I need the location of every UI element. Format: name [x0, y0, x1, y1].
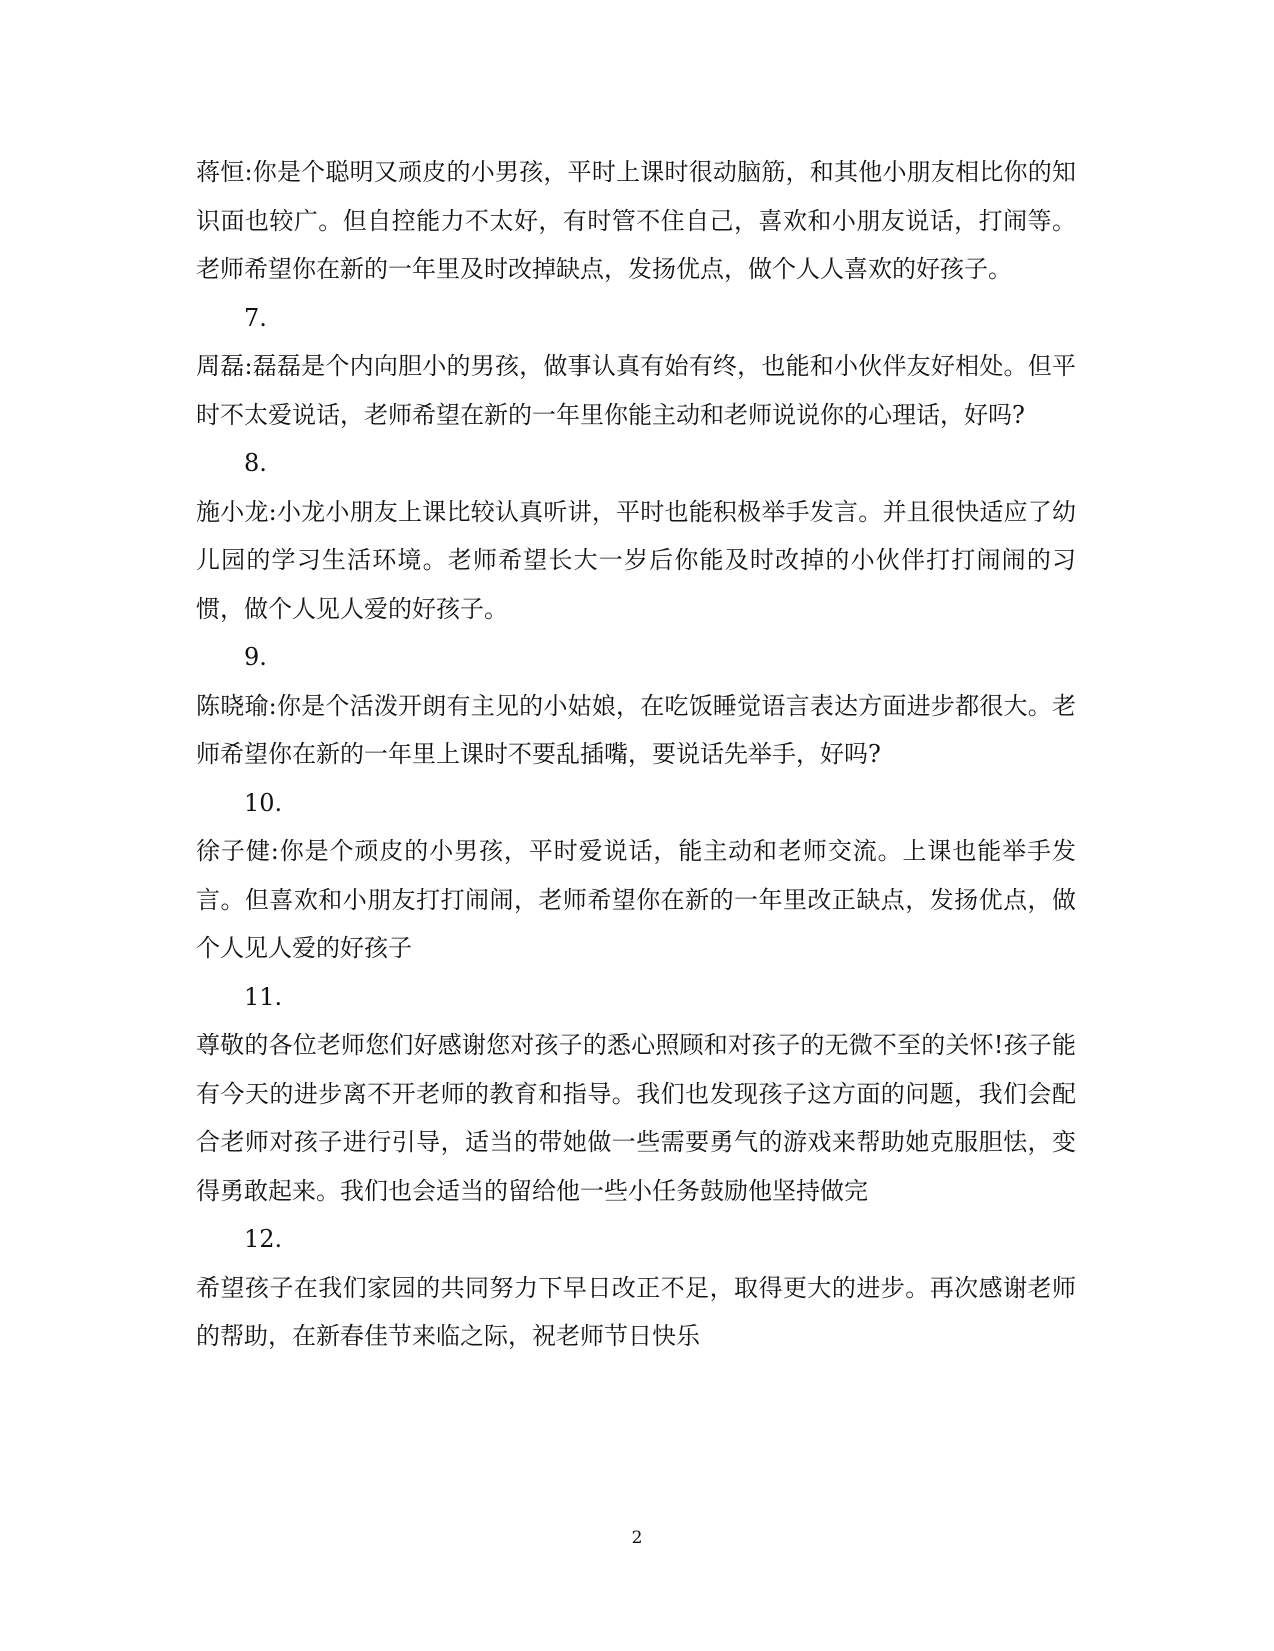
paragraph-xu-zijian: 徐子健:你是个顽皮的小男孩，平时爱说话，能主动和老师交流。上课也能举手发言。但喜欢和小朋友打打闹闹，老师希望你在新的一年里改正缺点，发扬优点，做个人见人爱的好孩子 [196, 837, 1076, 962]
item-number-9: 9. [244, 643, 267, 671]
paragraph-jiang-heng: 蒋恒:你是个聪明又顽皮的小男孩，平时上课时很动脑筋，和其他小朋友相比你的知识面也较广。但自控能力不太好，有时管不住自己，喜欢和小朋友说话，打闹等。老师希望你在新的一年里及时改掉缺点，发扬优点，做个人人喜欢的好孩子。 [196, 158, 1076, 283]
paragraph-shi-xiaolong: 施小龙:小龙小朋友上课比较认真听讲，平时也能积极举手发言。并且很快适应了幼儿园的学习生活环境。老师希望长大一岁后你能及时改掉的小伙伴打打闹闹的习惯，做个人见人爱的好孩子。 [196, 497, 1076, 623]
item-number-12: 12. [244, 1225, 283, 1253]
item-number-8: 8. [244, 449, 267, 477]
paragraph-parent-thanks: 尊敬的各位老师您们好感谢您对孩子的悉心照顾和对孩子的无微不至的关怀!孩子能有今天的进步离不开老师的教育和指导。我们也发现孩子这方面的问题，我们会配合老师对孩子进行引导，适当的带她做一些需要勇气的游戏来帮助她克服胆怯，变得勇敢起来。我们也会适当的留给他一些小任务鼓励他坚持做完 [196, 1031, 1076, 1205]
item-number-7: 7. [244, 303, 267, 332]
page-number: 2 [631, 1528, 643, 1548]
paragraph-new-year-wishes: 希望孩子在我们家园的共同努力下早日改正不足，取得更大的进步。再次感谢老师的帮助，在新春佳节来临之际，祝老师节日快乐 [196, 1273, 1076, 1350]
paragraph-chen-xiaoyu: 陈晓瑜:你是个活泼开朗有主见的小姑娘，在吃饭睡觉语言表达方面进步都很大。老师希望你在新的一年里上课时不要乱插嘴，要说话先举手，好吗? [196, 691, 1076, 768]
item-number-11: 11. [244, 982, 283, 1011]
item-number-10: 10. [244, 788, 283, 817]
paragraph-zhou-lei: 周磊:磊磊是个内向胆小的男孩，做事认真有始有终，也能和小伙伴友好相处。但平时不太爱说话，老师希望在新的一年里你能主动和老师说说你的心理话，好吗? [196, 352, 1076, 429]
document-body [196, 148, 1076, 1361]
